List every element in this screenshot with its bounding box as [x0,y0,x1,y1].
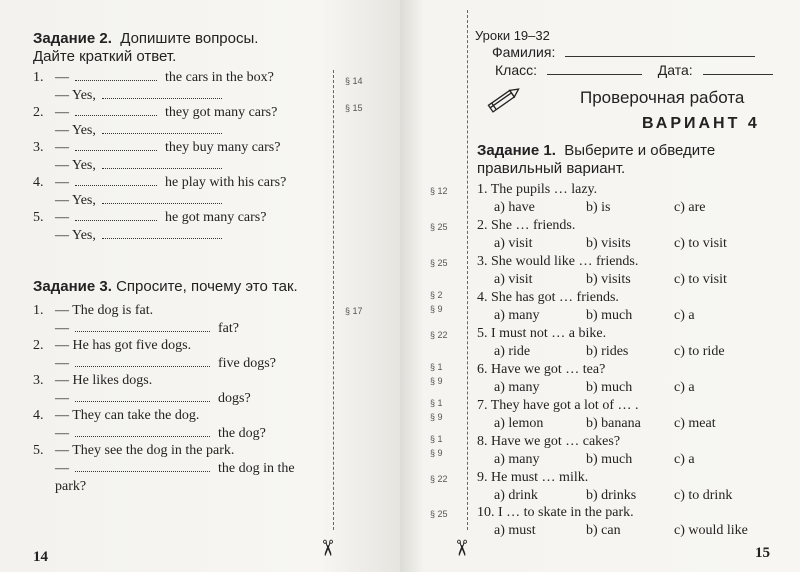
option-c[interactable]: c) a [674,308,695,323]
option-c[interactable]: c) meat [674,416,716,431]
section-ref: § 14 [345,76,363,86]
question-end: the dog? [218,426,266,441]
section-ref: § 9 [430,448,443,458]
question-text: he play with his cars? [165,175,287,190]
item-number: 5. [33,210,44,225]
option-b[interactable]: b) much [586,452,633,467]
task2-question-row [33,70,274,86]
question-end: fat? [218,321,239,336]
question-end: the dog in the [218,461,295,476]
option-b[interactable]: b) can [586,523,621,538]
option-b[interactable]: b) visits [586,272,631,287]
answer-prefix: — Yes, [55,88,96,103]
dash: — [55,210,69,225]
dash: — [55,321,69,336]
task3-statement-row [33,338,191,354]
answer-blank[interactable] [75,140,157,151]
dash: — [55,391,69,406]
task1-question: 4. She has got … friends. [477,290,619,305]
option-b[interactable]: b) rides [586,344,629,359]
option-c[interactable]: c) to visit [674,272,727,287]
dash: — [55,140,69,155]
task1-options [494,416,716,432]
section-ref: § 2 [430,290,443,300]
option-c[interactable]: c) would like [674,523,748,538]
item-number: 1. [33,70,44,85]
option-b[interactable]: b) much [586,308,633,323]
answer-prefix: — Yes, [55,123,96,138]
scissors-icon: ✂ [449,538,475,558]
task1-options [494,523,748,539]
dash: — [55,105,69,120]
item-number: 3. [33,140,44,155]
task2-answer-row [55,88,222,104]
task3-statement-row [33,443,234,459]
page-number-left: 14 [33,549,48,565]
task1-options [494,272,727,288]
task3-statement-row [33,303,153,319]
task3-question-cont: park? [55,479,87,494]
surname-row: Фамилия: [492,44,755,60]
item-number: 5. [33,443,44,458]
task1-title: Задание 1. Выберите и обведите [477,142,716,159]
option-a[interactable]: a) many [494,308,540,323]
option-a[interactable]: a) many [494,452,540,467]
item-number: 2. [33,105,44,120]
task2-answer-row [55,158,222,174]
statement-text: — They can take the dog. [55,408,200,423]
answer-blank[interactable] [75,105,157,116]
cut-line-right [467,10,468,530]
section-ref: § 22 [430,330,448,340]
class-row: Класс: Дата: [495,62,773,78]
statement-text: — He has got five dogs. [55,338,192,353]
task2-question-row [33,105,277,121]
answer-prefix: — Yes, [55,193,96,208]
option-a[interactable]: a) visit [494,236,533,251]
answer-blank[interactable] [102,158,222,169]
task3-statement-row [33,373,152,389]
task1-question: 9. He must … milk. [477,470,589,485]
task1-title-line2: правильный вариант. [477,160,626,177]
option-c[interactable]: c) to drink [674,488,733,503]
task2-answer-row [55,193,222,209]
task1-options [494,380,695,396]
cut-line-left [333,70,334,530]
section-ref: § 1 [430,434,443,444]
lessons-label: Уроки 19–32 [475,28,550,43]
task2-title: Задание 2. Допишите вопросы. [33,30,259,47]
task2-answer-row [55,123,222,139]
statement-text: — The dog is fat. [55,303,154,318]
answer-blank[interactable] [102,88,222,99]
task1-question: 7. They have got a lot of … . [477,398,639,413]
task1-question: 2. She … friends. [477,218,576,233]
section-ref: § 12 [430,186,448,196]
option-c[interactable]: c) to ride [674,344,725,359]
dash: — [55,175,69,190]
section-ref: § 22 [430,474,448,484]
statement-text: — He likes dogs. [55,373,153,388]
section-ref: § 1 [430,362,443,372]
task2-answer-row [55,228,222,244]
question-end: dogs? [218,391,251,406]
class-field[interactable] [547,62,642,75]
pencil-icon [482,84,524,116]
section-ref: § 25 [430,509,448,519]
answer-blank[interactable] [75,426,210,437]
option-b[interactable]: b) is [586,200,611,215]
task2-question-row [33,210,266,226]
question-text: they got many cars? [165,105,278,120]
question-end: five dogs? [218,356,276,371]
option-a[interactable]: a) lemon [494,416,544,431]
option-a[interactable]: a) have [494,200,535,215]
option-b[interactable]: b) banana [586,416,641,431]
date-field[interactable] [703,62,773,75]
question-text: the cars in the box? [165,70,274,85]
task1-options [494,452,695,468]
task1-question: 1. The pupils … lazy. [477,182,598,197]
option-c[interactable]: c) a [674,380,695,395]
page-number-right: 15 [755,545,770,561]
item-number: 1. [33,303,44,318]
item-number: 4. [33,175,44,190]
option-a[interactable]: a) many [494,380,540,395]
question-text: he got many cars? [165,210,267,225]
answer-prefix: — Yes, [55,228,96,243]
task1-question: 8. Have we got … cakes? [477,434,621,449]
answer-blank[interactable] [102,193,222,204]
answer-blank[interactable] [75,461,210,472]
task1-options [494,344,725,360]
option-c[interactable]: c) are [674,200,706,215]
task1-options [494,200,705,216]
section-ref: § 25 [430,222,448,232]
dash: — [55,461,69,476]
task3-question-row [55,461,295,477]
task1-options [494,308,695,324]
answer-blank[interactable] [75,321,210,332]
answer-blank[interactable] [102,123,222,134]
section-ref: § 9 [430,376,443,386]
task3-question-row [55,356,276,372]
scissors-icon: ✂ [315,538,341,558]
dash: — [55,356,69,371]
task1-question: 5. I must not … a bike. [477,326,607,341]
task1-options [494,488,732,504]
option-b[interactable]: b) visits [586,236,631,251]
right-page [400,0,800,572]
option-b[interactable]: b) drinks [586,488,637,503]
task2-title-line2: Дайте краткий ответ. [33,48,177,65]
answer-blank[interactable] [75,70,157,81]
section-ref: § 9 [430,412,443,422]
question-text: they buy many cars? [165,140,281,155]
answer-blank[interactable] [75,391,210,402]
answer-prefix: — Yes, [55,158,96,173]
answer-blank[interactable] [75,175,157,186]
option-c[interactable]: c) to visit [674,236,727,251]
item-number: 2. [33,338,44,353]
task3-question-row [55,391,251,407]
section-ref: § 1 [430,398,443,408]
dash: — [55,70,69,85]
answer-blank[interactable] [75,210,157,221]
answer-blank[interactable] [102,228,222,239]
item-number: 4. [33,408,44,423]
dash: — [55,426,69,441]
test-title: Проверочная работа [580,88,745,107]
task1-options [494,236,727,252]
statement-text: — They see the dog in the park. [55,443,235,458]
task1-question: 3. She would like … friends. [477,254,639,269]
surname-field[interactable] [565,44,755,57]
section-ref: § 9 [430,304,443,314]
item-number: 3. [33,373,44,388]
task3-question-row [55,426,266,442]
variant-label: ВАРИАНТ 4 [642,115,760,132]
option-a[interactable]: a) drink [494,488,538,503]
option-a[interactable]: a) ride [494,344,531,359]
option-c[interactable]: c) a [674,452,695,467]
task3-ref: § 17 [345,306,363,316]
option-a[interactable]: a) visit [494,272,533,287]
task3-title: Задание 3. Спросите, почему это так. [33,278,298,295]
section-ref: § 15 [345,103,363,113]
task1-question: 6. Have we got … tea? [477,362,606,377]
task2-question-row [33,140,280,156]
answer-blank[interactable] [75,356,210,367]
section-ref: § 25 [430,258,448,268]
task3-question-row [55,321,239,337]
task2-question-row [33,175,286,191]
task1-question: 10. I … to skate in the park. [477,505,634,520]
option-a[interactable]: a) must [494,523,536,538]
option-b[interactable]: b) much [586,380,633,395]
task3-statement-row [33,408,199,424]
